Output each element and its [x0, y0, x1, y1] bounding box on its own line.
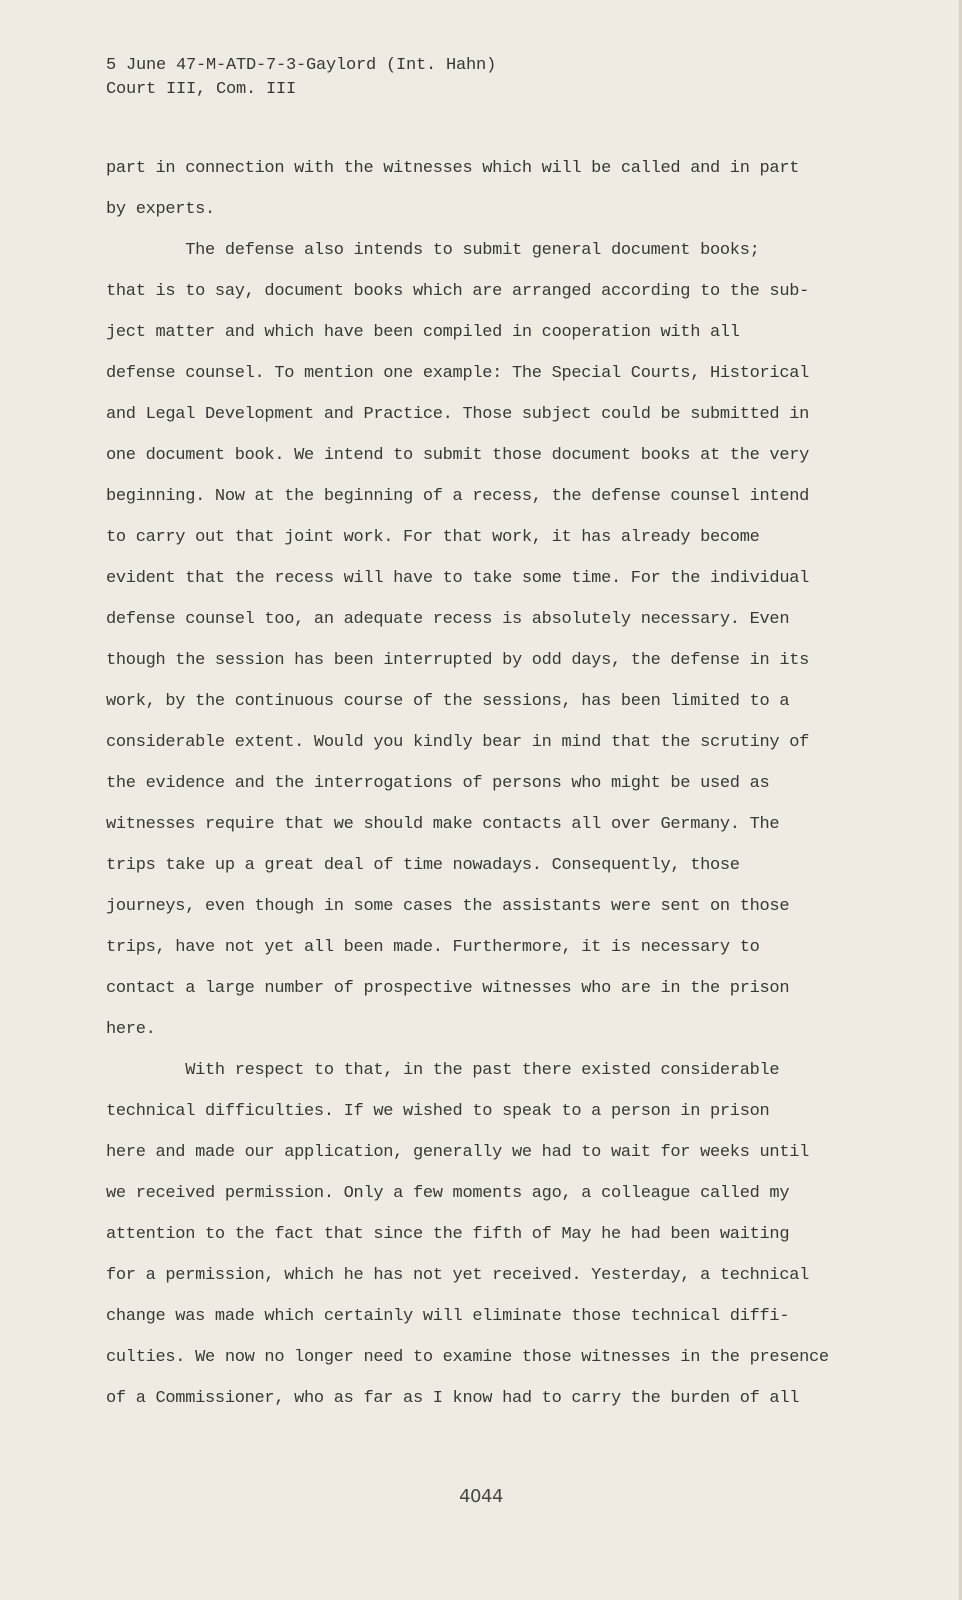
body-line: that is to say, document books which are arranged according to the sub- [106, 282, 810, 301]
body-line: part in connection with the witnesses which will be called and in part [106, 159, 800, 178]
body-line: evident that the recess will have to take some time. For the individual [106, 569, 810, 588]
header-line-1: 5 June 47-M-ATD-7-3-Gaylord (Int. Hahn) [106, 56, 497, 75]
body-line: contact a large number of prospective witnesses who are in the prison [106, 979, 790, 998]
body-line: here. [106, 1020, 156, 1039]
body-line: we received permission. Only a few moments ago, a colleague called my [106, 1184, 790, 1203]
header-line-2: Court III, Com. III [106, 80, 297, 99]
body-line: the evidence and the interrogations of persons who might be used as [106, 774, 770, 793]
body-line: one document book. We intend to submit those document books at the very [106, 446, 810, 465]
body-line: journeys, even though in some cases the assistants were sent on those [106, 897, 790, 916]
body-line: considerable extent. Would you kindly bear in mind that the scrutiny of [106, 733, 810, 752]
body-line: With respect to that, in the past there existed considerable [106, 1061, 780, 1080]
body-line: defense counsel too, an adequate recess is absolutely necessary. Even [106, 610, 790, 629]
body-line: The defense also intends to submit general document books; [106, 241, 760, 260]
body-line: trips, have not yet all been made. Furthermore, it is necessary to [106, 938, 760, 957]
body-line: culties. We now no longer need to examine those witnesses in the presence [106, 1348, 829, 1367]
body-line: change was made which certainly will eliminate those technical diffi- [106, 1307, 790, 1326]
body-line: witnesses require that we should make contacts all over Germany. The [106, 815, 780, 834]
body-line: defense counsel. To mention one example: The Special Courts, Historical [106, 364, 810, 383]
body-line: for a permission, which he has not yet received. Yesterday, a technical [106, 1266, 810, 1285]
body-line: work, by the continuous course of the sessions, has been limited to a [106, 692, 790, 711]
body-line: beginning. Now at the beginning of a recess, the defense counsel intend [106, 487, 810, 506]
body-line: attention to the fact that since the fifth of May he had been waiting [106, 1225, 790, 1244]
page-number: 4044 [459, 1486, 503, 1507]
body-line: and Legal Development and Practice. Those subject could be submitted in [106, 405, 810, 424]
transcript-header [106, 54, 496, 102]
body-line: of a Commissioner, who as far as I know had to carry the burden of all [106, 1389, 800, 1408]
body-line: ject matter and which have been compiled in cooperation with all [106, 323, 740, 342]
body-line: to carry out that joint work. For that work, it has already become [106, 528, 760, 547]
body-line: here and made our application, generally we had to wait for weeks until [106, 1143, 810, 1162]
body-line: technical difficulties. If we wished to speak to a person in prison [106, 1102, 770, 1121]
body-line: by experts. [106, 200, 215, 219]
body-line: though the session has been interrupted by odd days, the defense in its [106, 651, 810, 670]
body-line: trips take up a great deal of time nowadays. Consequently, those [106, 856, 740, 875]
